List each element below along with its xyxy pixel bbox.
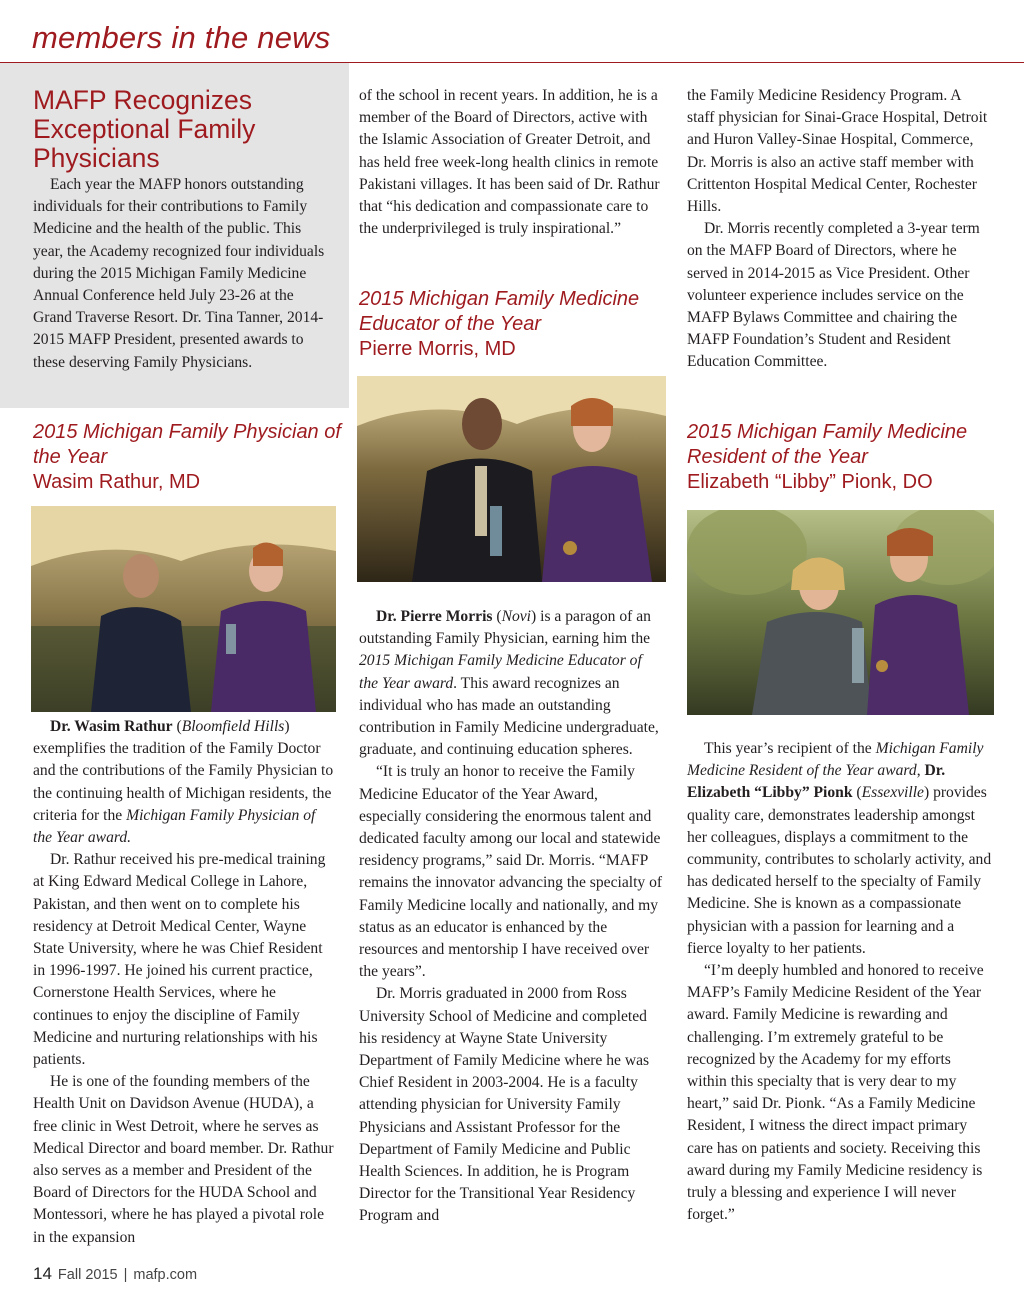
award-recipient-name: Wasim Rathur, MD [33, 471, 201, 493]
section-title: members in the news [32, 20, 331, 55]
pionk-paragraph-2: “I’m deeply humbled and honored to receive MAFP’s Family Medicine Resident of the Year award. Family Medicine is rewarding and challenging. I’m extremely grateful to be recognized by the Academy for my efforts within this specialty that is very dear to my heart,” said Dr. Pionk. “As a Family Medicine Resident, I witness the direct impact primary care has on patients and society. Receiving this award during my Family Medicine residency is truly a blessing and experience I will never forget.” [687, 962, 984, 1224]
photo-pionk [687, 510, 994, 715]
paragraph-text: exemplifies the tradition of the Family Doctor and the contributions of the Family Physician to the continuing health of Michigan residents, the criteria for the [33, 740, 334, 824]
photo-morris-image [357, 376, 666, 582]
award-heading-physician [33, 420, 343, 495]
website-label: mafp.com [133, 1267, 198, 1283]
pionk-body [687, 738, 992, 1226]
rathur-body [33, 716, 335, 1249]
paragraph-text: provides quality care, demonstrates leadership amongst her colleagues, displays a commitment to the community, contributes to scholarly activity, and has dedicated herself to the specialty of Family Medicine. She is known as a compassionate physician with a passion for learning and a fierce loyalty to her patients. [687, 784, 992, 957]
recipient-location: Bloomfield Hills [181, 718, 285, 735]
morris-body [359, 606, 663, 1228]
morris-paragraph-2: “It is truly an honor to receive the Family Medicine Educator of the Year Award, especially considering the enormous talent and dedicated faculty among our local and statewide residency programs,” said Dr. Morris. “MAFP remains the innovator advancing the specialty of Family Medicine locally and nationally, and my status as an educator is enhanced by the resources and mentorship I have received over the years”. [359, 763, 663, 981]
col2-continued-text [359, 85, 662, 240]
rathur-paragraph-2: Dr. Rathur received his pre-medical training at King Edward Medical College in Lahore, Pakistan, and then went on to complete his residency at Detroit Medical Center, Wayne State University, where he was Chief Resident in 1996-1997. He joined his current practice, Cornerstone Health Services, where he continues to enjoy the discipline of Family Medicine and nurturing relationships with his patients. [33, 851, 326, 1069]
award-name: 2015 Michigan Family Medicine Educator of the Year award [359, 652, 642, 692]
morris-continued-paragraph-2: Dr. Morris recently completed a 3-year term on the MAFP Board of Directors, where he served in 2014-2015 as Vice President. Other volunteer experience includes service on the MAFP Bylaws Committee and chairing the MAFP Foundation’s Student and Resident Education Committee. [687, 220, 980, 371]
recipient-name: Dr. Wasim Rathur [50, 718, 173, 735]
award-recipient-name: Elizabeth “Libby” Pionk, DO [687, 471, 933, 493]
recipient-name: Dr. Pierre Morris [376, 608, 493, 625]
rathur-continued-paragraph: of the school in recent years. In addition, he is a member of the Board of Directors, active with the Islamic Association of Greater Detroit, and has held free week-long health clinics in remote Pakistani villages. It has been said of Dr. Rathur that “his dedication and compassionate care to the underprivileged is truly inspirational.” [359, 87, 660, 238]
intro-paragraph: Each year the MAFP honors outstanding individuals for their contributions to Family Medicine and the health of the public. This year, the Academy recognized four individuals during the 2015 Michigan Family Medicine Annual Conference held July 23-26 at the Grand Traverse Resort. Dr. Tina Tanner, 2014-2015 MAFP President, presented awards to these deserving Family Physicians. [33, 176, 325, 371]
recipient-location: Novi [501, 608, 532, 625]
pionk-paragraph-1: This year’s recipient of the Michigan Family Medicine Resident of the Year award, Dr. Elizabeth “Libby” Pionk (Essexville) provides quality care, demonstrates leadership amongst her colleagues, displays a commitment to the community, contributes to scholarly activity, and has dedicated herself to the specialty of Family Medicine. She is known as a compassionate physician with a passion for learning and a fierce loyalty to her patients. [687, 740, 992, 957]
article-heading: MAFP Recognizes Exceptional Family Physicians [33, 85, 256, 173]
photo-pionk-image [687, 510, 994, 715]
award-title: 2015 Michigan Family Medicine Educator of the Year [359, 288, 640, 335]
rathur-paragraph-1: Dr. Wasim Rathur (Bloomfield Hills) exemplifies the tradition of the Family Doctor and the contributions of the Family Physician to the continuing health of Michigan residents, the criteria for the Michigan Family Physician of the Year award. [33, 718, 334, 847]
paragraph-text: is a paragon of an outstanding Family Physician, earning him the [359, 608, 651, 648]
photo-rathur-image [31, 506, 336, 712]
morris-paragraph-3: Dr. Morris graduated in 2000 from Ross University School of Medicine and completed his residency at Wayne State University Department of Family Medicine where he was Chief Resident in 2003-2004. He is a faculty attending physician for University Family Physicians and Assistant Professor for the Department of Family Medicine and Public Health Sciences. In addition, he is Program Director for the Transitional Year Residency Program and [359, 985, 650, 1225]
paragraph-text: This year’s recipient of the [704, 740, 872, 757]
rathur-paragraph-3: He is one of the founding members of the Health Unit on Davidson Avenue (HUDA), a free clinic in West Detroit, where he serves as Medical Director and board member. Dr. Rathur also serves as a member and President of the Board of Directors for the HUDA School and Montessori, where he has played a pivotal role in the expansion [33, 1073, 334, 1246]
photo-morris [357, 376, 666, 582]
paragraph-text: . This award recognizes an individual who has made an outstanding contribution in Family Medicine undergraduate, graduate, and continuing education spheres. [359, 674, 659, 759]
award-title: 2015 Michigan Family Medicine Resident of the Year [687, 421, 968, 468]
award-name: Michigan Family Physician of the Year award. [33, 806, 316, 847]
issue-label: Fall 2015 [57, 1267, 118, 1283]
recipient-location: Essexville [861, 784, 924, 802]
footer-separator: | [123, 1267, 128, 1283]
photo-rathur [31, 506, 336, 712]
morris-continued-paragraph: the Family Medicine Residency Program. A staff physician for Sinai-Grace Hospital, Detroit and Huron Valley-Sinae Hospital, Commerce, Dr. Morris is also an active staff member with Crittenton Hospital Medical Center, Rochester Hills. [687, 87, 988, 216]
award-heading-resident [687, 420, 1007, 495]
morris-paragraph-1: Dr. Pierre Morris (Novi) is a paragon of an outstanding Family Physician, earning him the 2015 Michigan Family Medicine Educator of the Year award. This award recognizes an individual who has made an outstanding contribution in Family Medicine undergraduate, graduate, and continuing education spheres. [359, 608, 659, 759]
award-heading-educator [359, 287, 669, 362]
award-name: Michigan Family Medicine Resident of the Year award [687, 740, 984, 780]
page-number: 14 [33, 1264, 52, 1283]
award-title: 2015 Michigan Family Physician of the Year [33, 421, 341, 468]
page-footer [33, 1264, 197, 1284]
award-recipient-name: Pierre Morris, MD [359, 338, 516, 360]
recipient-name: Dr. Elizabeth “Libby” Pionk [687, 762, 946, 802]
col3-continued-text [687, 85, 992, 374]
intro-text [33, 174, 334, 374]
